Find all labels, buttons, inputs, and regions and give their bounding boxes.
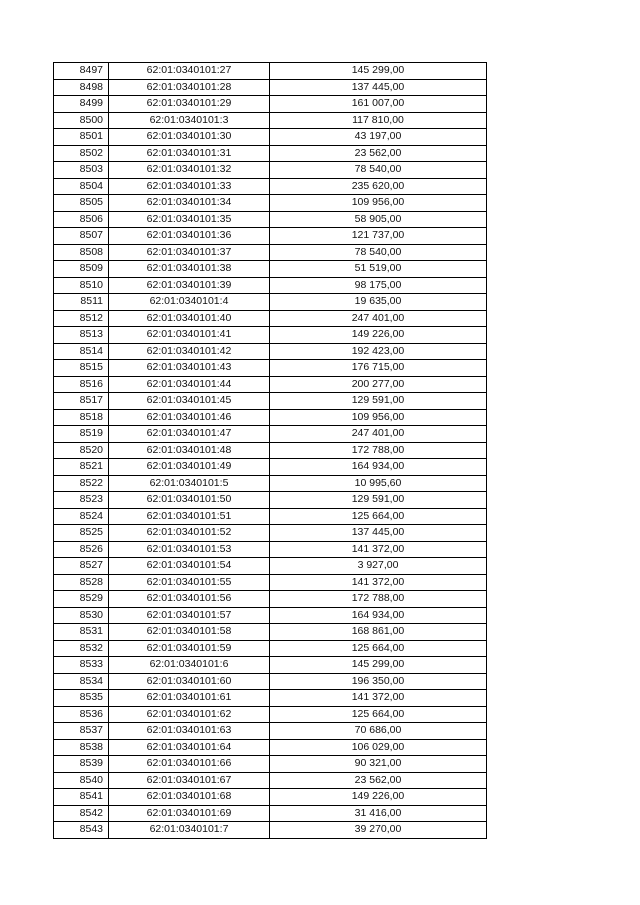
row-number-cell: 8537: [54, 723, 109, 740]
cadastral-value-cell: 247 401,00: [270, 310, 487, 327]
table-row: [54, 739, 487, 756]
cadastral-number-cell: 62:01:0340101:55: [109, 574, 270, 591]
cadastral-number-cell: 62:01:0340101:36: [109, 228, 270, 245]
table-row: [54, 261, 487, 278]
table-row: [54, 558, 487, 575]
table-row: [54, 426, 487, 443]
cadastral-value-cell: 78 540,00: [270, 162, 487, 179]
cadastral-value-cell: 117 810,00: [270, 112, 487, 129]
row-number-cell: 8527: [54, 558, 109, 575]
row-number-cell: 8520: [54, 442, 109, 459]
table-row: [54, 574, 487, 591]
cadastral-number-cell: 62:01:0340101:46: [109, 409, 270, 426]
table-row: [54, 277, 487, 294]
cadastral-number-cell: 62:01:0340101:4: [109, 294, 270, 311]
table-row: [54, 79, 487, 96]
cadastral-number-cell: 62:01:0340101:56: [109, 591, 270, 608]
row-number-cell: 8498: [54, 79, 109, 96]
cadastral-value-cell: 129 591,00: [270, 492, 487, 509]
cadastral-number-cell: 62:01:0340101:44: [109, 376, 270, 393]
cadastral-value-cell: 172 788,00: [270, 591, 487, 608]
table-row: [54, 145, 487, 162]
row-number-cell: 8531: [54, 624, 109, 641]
table-row: [54, 591, 487, 608]
table-row: [54, 327, 487, 344]
row-number-cell: 8500: [54, 112, 109, 129]
table-row: [54, 772, 487, 789]
row-number-cell: 8511: [54, 294, 109, 311]
row-number-cell: 8538: [54, 739, 109, 756]
row-number-cell: 8516: [54, 376, 109, 393]
cadastral-number-cell: 62:01:0340101:42: [109, 343, 270, 360]
cadastral-number-cell: 62:01:0340101:67: [109, 772, 270, 789]
table-row: [54, 409, 487, 426]
table-row: [54, 228, 487, 245]
cadastral-number-cell: 62:01:0340101:32: [109, 162, 270, 179]
cadastral-value-cell: 10 995,60: [270, 475, 487, 492]
table-row: [54, 294, 487, 311]
table-row: [54, 822, 487, 839]
table-row: [54, 541, 487, 558]
cadastral-value-cell: 141 372,00: [270, 690, 487, 707]
row-number-cell: 8525: [54, 525, 109, 542]
table-row: [54, 673, 487, 690]
cadastral-value-cell: 109 956,00: [270, 195, 487, 212]
row-number-cell: 8539: [54, 756, 109, 773]
cadastral-value-cell: 125 664,00: [270, 706, 487, 723]
table-row: [54, 211, 487, 228]
cadastral-number-cell: 62:01:0340101:45: [109, 393, 270, 410]
row-number-cell: 8522: [54, 475, 109, 492]
table-row: [54, 690, 487, 707]
cadastral-number-cell: 62:01:0340101:64: [109, 739, 270, 756]
cadastral-number-cell: 62:01:0340101:59: [109, 640, 270, 657]
cadastral-number-cell: 62:01:0340101:47: [109, 426, 270, 443]
table-row: [54, 112, 487, 129]
table-row: [54, 178, 487, 195]
cadastral-value-cell: 149 226,00: [270, 327, 487, 344]
cadastral-number-cell: 62:01:0340101:50: [109, 492, 270, 509]
cadastral-number-cell: 62:01:0340101:51: [109, 508, 270, 525]
cadastral-number-cell: 62:01:0340101:49: [109, 459, 270, 476]
table-row: [54, 723, 487, 740]
table-row: [54, 310, 487, 327]
cadastral-value-cell: 70 686,00: [270, 723, 487, 740]
row-number-cell: 8536: [54, 706, 109, 723]
cadastral-number-cell: 62:01:0340101:29: [109, 96, 270, 113]
table-row: [54, 393, 487, 410]
table-row: [54, 492, 487, 509]
cadastral-value-cell: 172 788,00: [270, 442, 487, 459]
cadastral-number-cell: 62:01:0340101:3: [109, 112, 270, 129]
table-row: [54, 162, 487, 179]
row-number-cell: 8499: [54, 96, 109, 113]
row-number-cell: 8510: [54, 277, 109, 294]
row-number-cell: 8506: [54, 211, 109, 228]
cadastral-number-cell: 62:01:0340101:35: [109, 211, 270, 228]
table-row: [54, 63, 487, 80]
row-number-cell: 8502: [54, 145, 109, 162]
cadastral-value-cell: 106 029,00: [270, 739, 487, 756]
cadastral-number-cell: 62:01:0340101:58: [109, 624, 270, 641]
row-number-cell: 8505: [54, 195, 109, 212]
cadastral-number-cell: 62:01:0340101:31: [109, 145, 270, 162]
cadastral-value-cell: 129 591,00: [270, 393, 487, 410]
cadastral-number-cell: 62:01:0340101:54: [109, 558, 270, 575]
row-number-cell: 8518: [54, 409, 109, 426]
row-number-cell: 8543: [54, 822, 109, 839]
cadastral-number-cell: 62:01:0340101:57: [109, 607, 270, 624]
cadastral-number-cell: 62:01:0340101:27: [109, 63, 270, 80]
cadastral-value-cell: 168 861,00: [270, 624, 487, 641]
cadastral-value-cell: 137 445,00: [270, 525, 487, 542]
cadastral-value-cell: 125 664,00: [270, 640, 487, 657]
table-row: [54, 459, 487, 476]
cadastral-value-cell: 23 562,00: [270, 772, 487, 789]
cadastral-value-cell: 98 175,00: [270, 277, 487, 294]
row-number-cell: 8503: [54, 162, 109, 179]
cadastral-value-cell: 109 956,00: [270, 409, 487, 426]
cadastral-number-cell: 62:01:0340101:68: [109, 789, 270, 806]
cadastral-value-cell: 141 372,00: [270, 541, 487, 558]
table-row: [54, 706, 487, 723]
cadastral-value-cell: 58 905,00: [270, 211, 487, 228]
cadastral-value-cell: 23 562,00: [270, 145, 487, 162]
cadastral-number-cell: 62:01:0340101:28: [109, 79, 270, 96]
cadastral-value-cell: 192 423,00: [270, 343, 487, 360]
cadastral-number-cell: 62:01:0340101:48: [109, 442, 270, 459]
cadastral-number-cell: 62:01:0340101:34: [109, 195, 270, 212]
row-number-cell: 8534: [54, 673, 109, 690]
cadastral-number-cell: 62:01:0340101:39: [109, 277, 270, 294]
cadastral-value-cell: 196 350,00: [270, 673, 487, 690]
cadastral-number-cell: 62:01:0340101:30: [109, 129, 270, 146]
cadastral-value-cell: 90 321,00: [270, 756, 487, 773]
table-row: [54, 195, 487, 212]
row-number-cell: 8513: [54, 327, 109, 344]
cadastral-number-cell: 62:01:0340101:43: [109, 360, 270, 377]
cadastral-number-cell: 62:01:0340101:60: [109, 673, 270, 690]
table-row: [54, 805, 487, 822]
cadastral-number-cell: 62:01:0340101:53: [109, 541, 270, 558]
cadastral-value-cell: 164 934,00: [270, 459, 487, 476]
cadastral-number-cell: 62:01:0340101:41: [109, 327, 270, 344]
table-row: [54, 129, 487, 146]
cadastral-number-cell: 62:01:0340101:6: [109, 657, 270, 674]
cadastral-value-cell: 200 277,00: [270, 376, 487, 393]
row-number-cell: 8519: [54, 426, 109, 443]
row-number-cell: 8524: [54, 508, 109, 525]
table-body: [54, 63, 487, 839]
cadastral-number-cell: 62:01:0340101:40: [109, 310, 270, 327]
cadastral-value-cell: 125 664,00: [270, 508, 487, 525]
row-number-cell: 8497: [54, 63, 109, 80]
cadastral-number-cell: 62:01:0340101:69: [109, 805, 270, 822]
cadastral-value-cell: 3 927,00: [270, 558, 487, 575]
row-number-cell: 8533: [54, 657, 109, 674]
cadastral-number-cell: 62:01:0340101:63: [109, 723, 270, 740]
cadastral-value-cell: 145 299,00: [270, 63, 487, 80]
cadastral-number-cell: 62:01:0340101:52: [109, 525, 270, 542]
row-number-cell: 8532: [54, 640, 109, 657]
row-number-cell: 8541: [54, 789, 109, 806]
cadastral-value-cell: 235 620,00: [270, 178, 487, 195]
table-row: [54, 756, 487, 773]
row-number-cell: 8504: [54, 178, 109, 195]
cadastral-value-cell: 149 226,00: [270, 789, 487, 806]
row-number-cell: 8508: [54, 244, 109, 261]
row-number-cell: 8529: [54, 591, 109, 608]
table-row: [54, 376, 487, 393]
cadastral-number-cell: 62:01:0340101:66: [109, 756, 270, 773]
cadastral-number-cell: 62:01:0340101:7: [109, 822, 270, 839]
row-number-cell: 8509: [54, 261, 109, 278]
table-row: [54, 96, 487, 113]
cadastral-value-cell: 161 007,00: [270, 96, 487, 113]
row-number-cell: 8515: [54, 360, 109, 377]
cadastral-value-cell: 176 715,00: [270, 360, 487, 377]
row-number-cell: 8507: [54, 228, 109, 245]
row-number-cell: 8540: [54, 772, 109, 789]
cadastral-value-cell: 145 299,00: [270, 657, 487, 674]
table-row: [54, 657, 487, 674]
row-number-cell: 8526: [54, 541, 109, 558]
cadastral-number-cell: 62:01:0340101:33: [109, 178, 270, 195]
table-row: [54, 624, 487, 641]
row-number-cell: 8535: [54, 690, 109, 707]
cadastral-value-cell: 121 737,00: [270, 228, 487, 245]
cadastral-value-cell: 31 416,00: [270, 805, 487, 822]
row-number-cell: 8528: [54, 574, 109, 591]
cadastral-value-cell: 164 934,00: [270, 607, 487, 624]
table-row: [54, 244, 487, 261]
cadastral-value-cell: 39 270,00: [270, 822, 487, 839]
table-row: [54, 442, 487, 459]
row-number-cell: 8542: [54, 805, 109, 822]
table-row: [54, 607, 487, 624]
table-row: [54, 343, 487, 360]
cadastral-number-cell: 62:01:0340101:62: [109, 706, 270, 723]
cadastral-value-cell: 19 635,00: [270, 294, 487, 311]
row-number-cell: 8512: [54, 310, 109, 327]
table-row: [54, 640, 487, 657]
row-number-cell: 8523: [54, 492, 109, 509]
cadastral-number-cell: 62:01:0340101:61: [109, 690, 270, 707]
cadastral-value-table: [53, 62, 487, 839]
cadastral-value-cell: 141 372,00: [270, 574, 487, 591]
table-row: [54, 475, 487, 492]
table-row: [54, 360, 487, 377]
cadastral-value-cell: 247 401,00: [270, 426, 487, 443]
cadastral-number-cell: 62:01:0340101:38: [109, 261, 270, 278]
cadastral-value-table-container: [53, 62, 487, 839]
cadastral-value-cell: 43 197,00: [270, 129, 487, 146]
table-row: [54, 789, 487, 806]
row-number-cell: 8517: [54, 393, 109, 410]
cadastral-number-cell: 62:01:0340101:5: [109, 475, 270, 492]
row-number-cell: 8514: [54, 343, 109, 360]
table-row: [54, 508, 487, 525]
cadastral-number-cell: 62:01:0340101:37: [109, 244, 270, 261]
cadastral-value-cell: 137 445,00: [270, 79, 487, 96]
cadastral-value-cell: 51 519,00: [270, 261, 487, 278]
row-number-cell: 8501: [54, 129, 109, 146]
table-row: [54, 525, 487, 542]
cadastral-value-cell: 78 540,00: [270, 244, 487, 261]
row-number-cell: 8521: [54, 459, 109, 476]
row-number-cell: 8530: [54, 607, 109, 624]
